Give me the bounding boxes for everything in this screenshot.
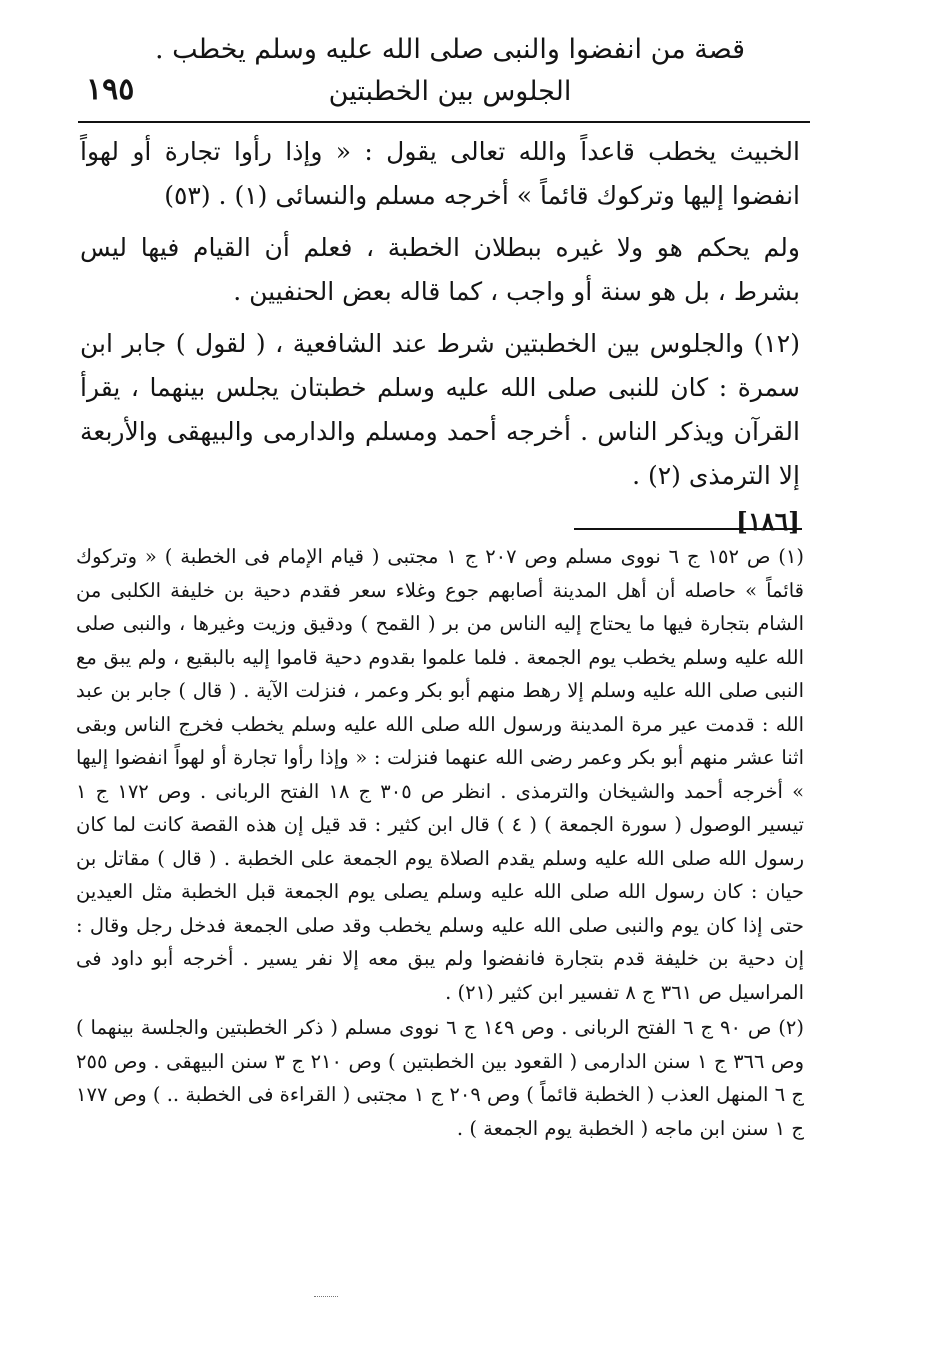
hadith-reference-number: [١٨٦] (736, 507, 800, 536)
running-header-section: الجلوس بين الخطبتين (328, 76, 572, 107)
footnote-1: (١) ص ١٥٢ ج ٦ نووى مسلم وص ٢٠٧ ج ١ مجتبى ( قيام الإمام فى الخطبة ) « وتركوك قائماً » حاصله أن أهل المدينة أصابهم جوع وغلاء سعر فقدم دحية بن خليفة الكلبى من الشام بتجارة فيها ما يحتاج إليه الناس من بر ( القمح ) ودقيق وزيت وغيرها ، والنبى صلى الله عليه وسلم يخطب يوم الجمعة . فلما علموا بقدوم دحية قاموا إليه بالبقيع ، ولم يبق مع النبى صلى الله عليه وسلم إلا رهط منهم أبو بكر وعمر ، فنزلت الآية . ( قال ) جابر بن عبد الله : قدمت عير مرة المدينة ورسول الله صلى الله عليه وسلم يخطب فخرج الناس وبقى اثنا عشر منهم أبو بكر وعمر رضى الله عنهما فنزلت : « وإذا رأوا تجارة أو لهواً انفضوا إليها » أخرجه أحمد والشيخان والترمذى . انظر ص ٣٠٥ ج ١٨ الفتح الربانى . وص ١٧٢ ج ١ تيسير الوصول ( سورة الجمعة ) ( ٤ ) قال ابن كثير : قد قيل إن هذه القصة كانت لما كان رسول الله صلى الله عليه وسلم يقدم الصلاة يوم الجمعة على الخطبة . ( قال ) مقاتل بن حيان : كان رسول الله صلى الله عليه وسلم يصلى يوم الجمعة قبل الخطبة مثل العيدين حتى إذا كان يوم والنبى صلى الله عليه وسلم يخطب وقد صلى الجمعة فدخل رجل وقال : إن دحية بن خليفة قدم بتجارة فانفضوا ولم يبق معه إلا نفر يسير . أخرجه أبو داود فى المراسيل ص ٣٦١ ج ٨ تفسير ابن كثير (٢١) . (76, 545, 805, 1004)
running-header-topic: قصة من انفضوا والنبى صلى الله عليه وسلم يخطب . (154, 34, 746, 65)
scan-mark (314, 1296, 338, 1303)
paragraph-1: الخبيث يخطب قاعداً والله تعالى يقول : « وإذا رأوا تجارة أو لهواً انفضوا إليها وتركوك قائماً » أخرجه مسلم والنسائى (١) . (٥٣) (80, 137, 800, 210)
footnote-divider (574, 528, 802, 530)
footnotes (76, 540, 804, 1147)
page-number: ١٩٥ (86, 72, 135, 107)
paragraph-3: (١٢) والجلوس بين الخطبتين شرط عند الشافعية ، ( لقول ) جابر ابن سمرة : كان للنبى صلى الله عليه وسلم خطبتان يجلس بينهما ، يقرأ القرآن ويذكر الناس . أخرجه أحمد ومسلم والدارمى والبيهقى والأربعة إلا الترمذى (٢) . (80, 329, 800, 490)
footnote-2: (٢) ص ٩٠ ج ٦ الفتح الربانى . وص ١٤٩ ج ٦ نووى مسلم ( ذكر الخطبتين والجلسة بينهما ) وص ٣٦٦ ج ١ سنن الدارمى ( القعود بين الخطبتين ) وص ٢١٠ ج ٣ سنن البيهقى . وص ٢٥٥ ج ٦ المنهل العذب ( الخطبة قائماً ) وص ٢٠٩ ج ١ مجتبى ( القراءة فى الخطبة .. ) وص ١٧٧ ج ١ سنن ابن ماجه ( الخطبة يوم الجمعة ) . (76, 1016, 805, 1140)
header-divider (78, 121, 810, 123)
paragraph-2: ولم يحكم هو ولا غيره ببطلان الخطبة ، فعلم أن القيام فيها ليس بشرط ، بل هو سنة أو واجب ، كما قاله بعض الحنفيين . (80, 233, 800, 306)
main-text (80, 130, 800, 544)
